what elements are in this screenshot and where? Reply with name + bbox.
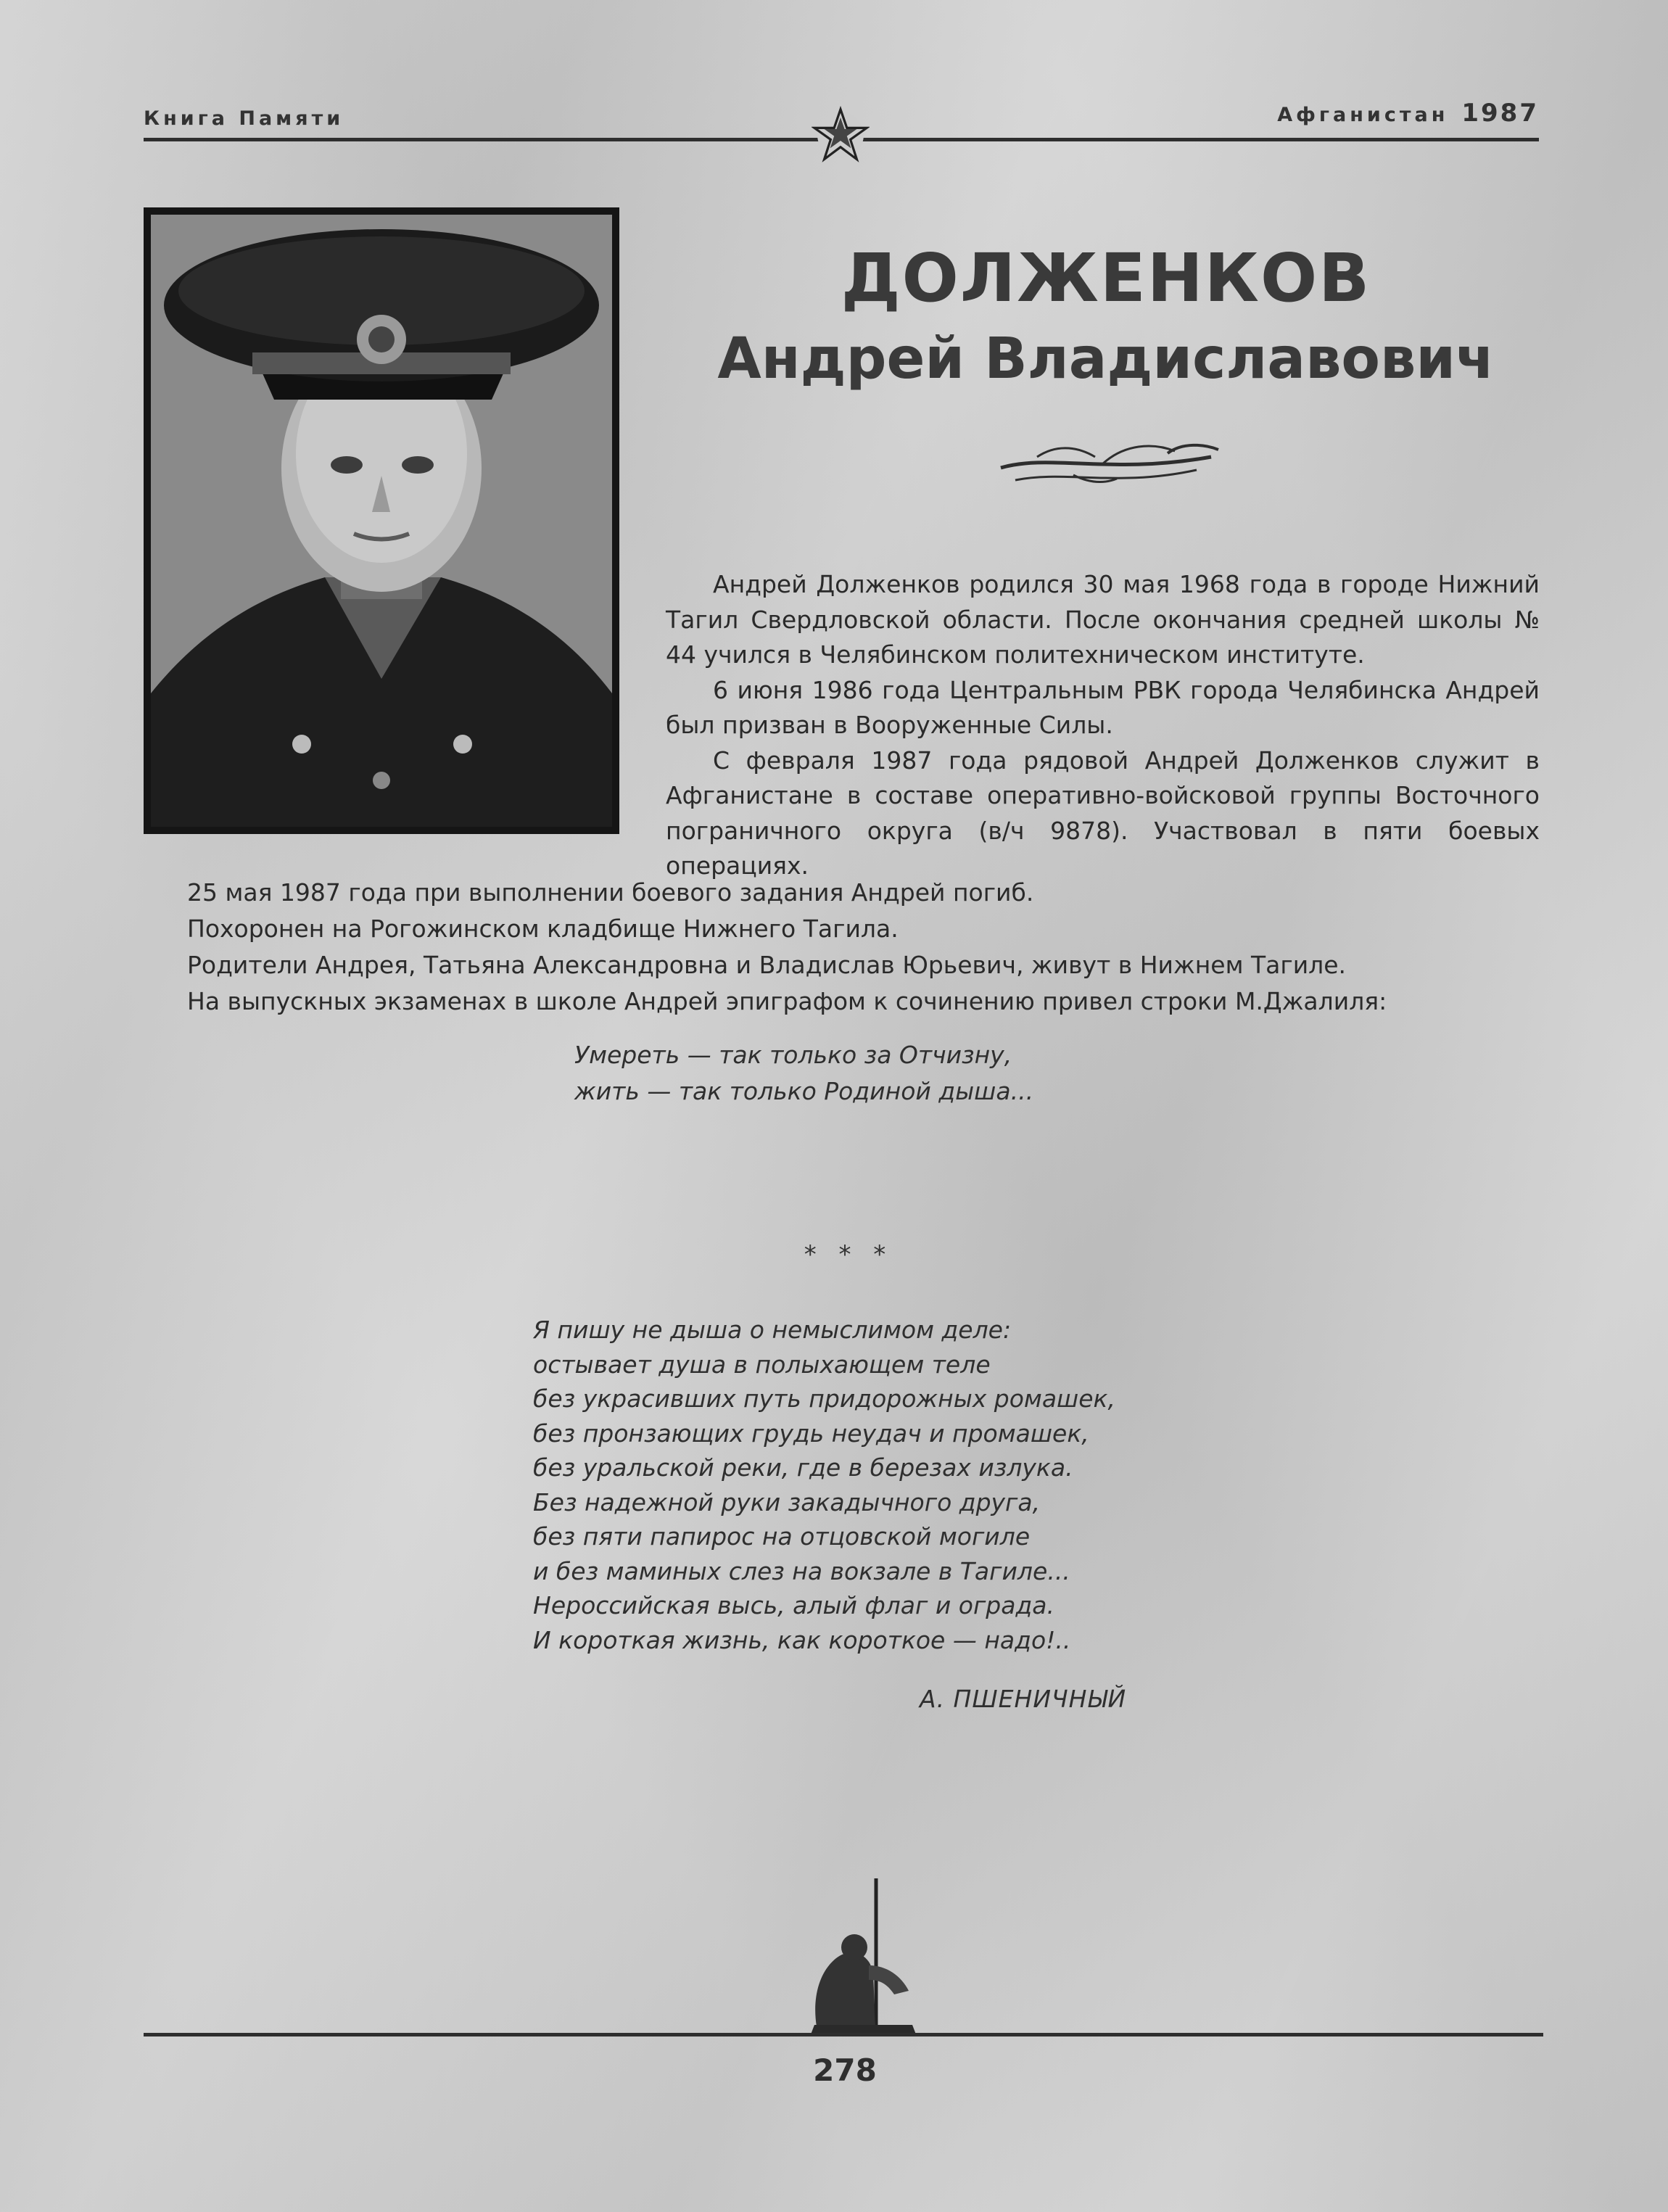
- section-title: [1277, 99, 1539, 128]
- epigraph-line: жить — так только Родиной дыша...: [574, 1077, 1034, 1105]
- person-full-name: Андрей Владиславович: [717, 326, 1495, 392]
- laurel-ornament-icon: [994, 435, 1226, 493]
- poem-line: без уральской реки, где в березах излука.: [533, 1453, 1073, 1482]
- poem-line: без пронзающих грудь неудач и промашек,: [533, 1419, 1089, 1448]
- poem-line: без пяти папирос на отцовской могиле: [533, 1522, 1031, 1551]
- biography-indented: [666, 567, 1540, 884]
- book-title: Книга Памяти: [144, 107, 344, 130]
- bio-line: На выпускных экзаменах в школе Андрей эпиграфом к сочинению привел строки М.Джалиля:: [187, 987, 1387, 1015]
- bio-line: Похоронен на Рогожинском кладбище Нижнего Тагила.: [187, 915, 899, 943]
- bio-line: Родители Андрея, Татьяна Александровна и Владислав Юрьевич, живут в Нижнем Тагиле.: [187, 951, 1347, 979]
- poem-line: Я пишу не дыша о немыслимом деле:: [533, 1316, 1012, 1344]
- bio-paragraph: Андрей Долженков родился 30 мая 1968 года в городе Нижний Тагил Свердловской области. После окончания средней школы № 44 учился в Челябинском политехническом институте.: [666, 570, 1540, 669]
- section-name: Афганистан: [1277, 104, 1449, 126]
- epigraph: [574, 1037, 1227, 1110]
- poem-line: И короткая жизнь, как короткое — надо!..: [533, 1625, 1071, 1654]
- section-separator: * * *: [804, 1240, 893, 1269]
- soldier-memorial-icon: [767, 1871, 941, 2045]
- section-year: 1987: [1461, 99, 1539, 128]
- footer-divider: [144, 2033, 1543, 2036]
- page-number: 278: [813, 2052, 877, 2088]
- star-icon: [812, 106, 870, 164]
- person-surname: ДОЛЖЕНКОВ: [841, 239, 1371, 317]
- epigraph-line: Умереть — так только за Отчизну,: [574, 1041, 1012, 1069]
- poem: [533, 1313, 1258, 1657]
- bio-line: 25 мая 1987 года при выполнении боевого задания Андрей погиб.: [187, 878, 1034, 907]
- poem-line: Нероссийская высь, алый флаг и ограда.: [533, 1591, 1054, 1619]
- portrait-frame: [144, 207, 619, 834]
- poem-line: без украсивших путь придорожных ромашек,: [533, 1384, 1115, 1413]
- biography-full-width: [187, 875, 1543, 1020]
- poem-line: и без маминых слез на вокзале в Тагиле...: [533, 1556, 1070, 1585]
- bio-paragraph: С февраля 1987 года рядовой Андрей Долженков служит в Афганистане в составе оперативно-войсковой группы Восточного пограничного округа (в/ч 9878). Участвовал в пяти боевых операциях.: [666, 746, 1540, 880]
- portrait-photo: [151, 215, 612, 827]
- poem-author: А. ПШЕНИЧНЫЙ: [920, 1685, 1127, 1713]
- poem-line: Без надежной руки закадычного друга,: [533, 1487, 1041, 1516]
- bio-paragraph: 6 июня 1986 года Центральным РВК города Челябинска Андрей был призван в Вооруженные Силы.: [666, 675, 1540, 739]
- poem-line: остывает душа в полыхающем теле: [533, 1350, 991, 1379]
